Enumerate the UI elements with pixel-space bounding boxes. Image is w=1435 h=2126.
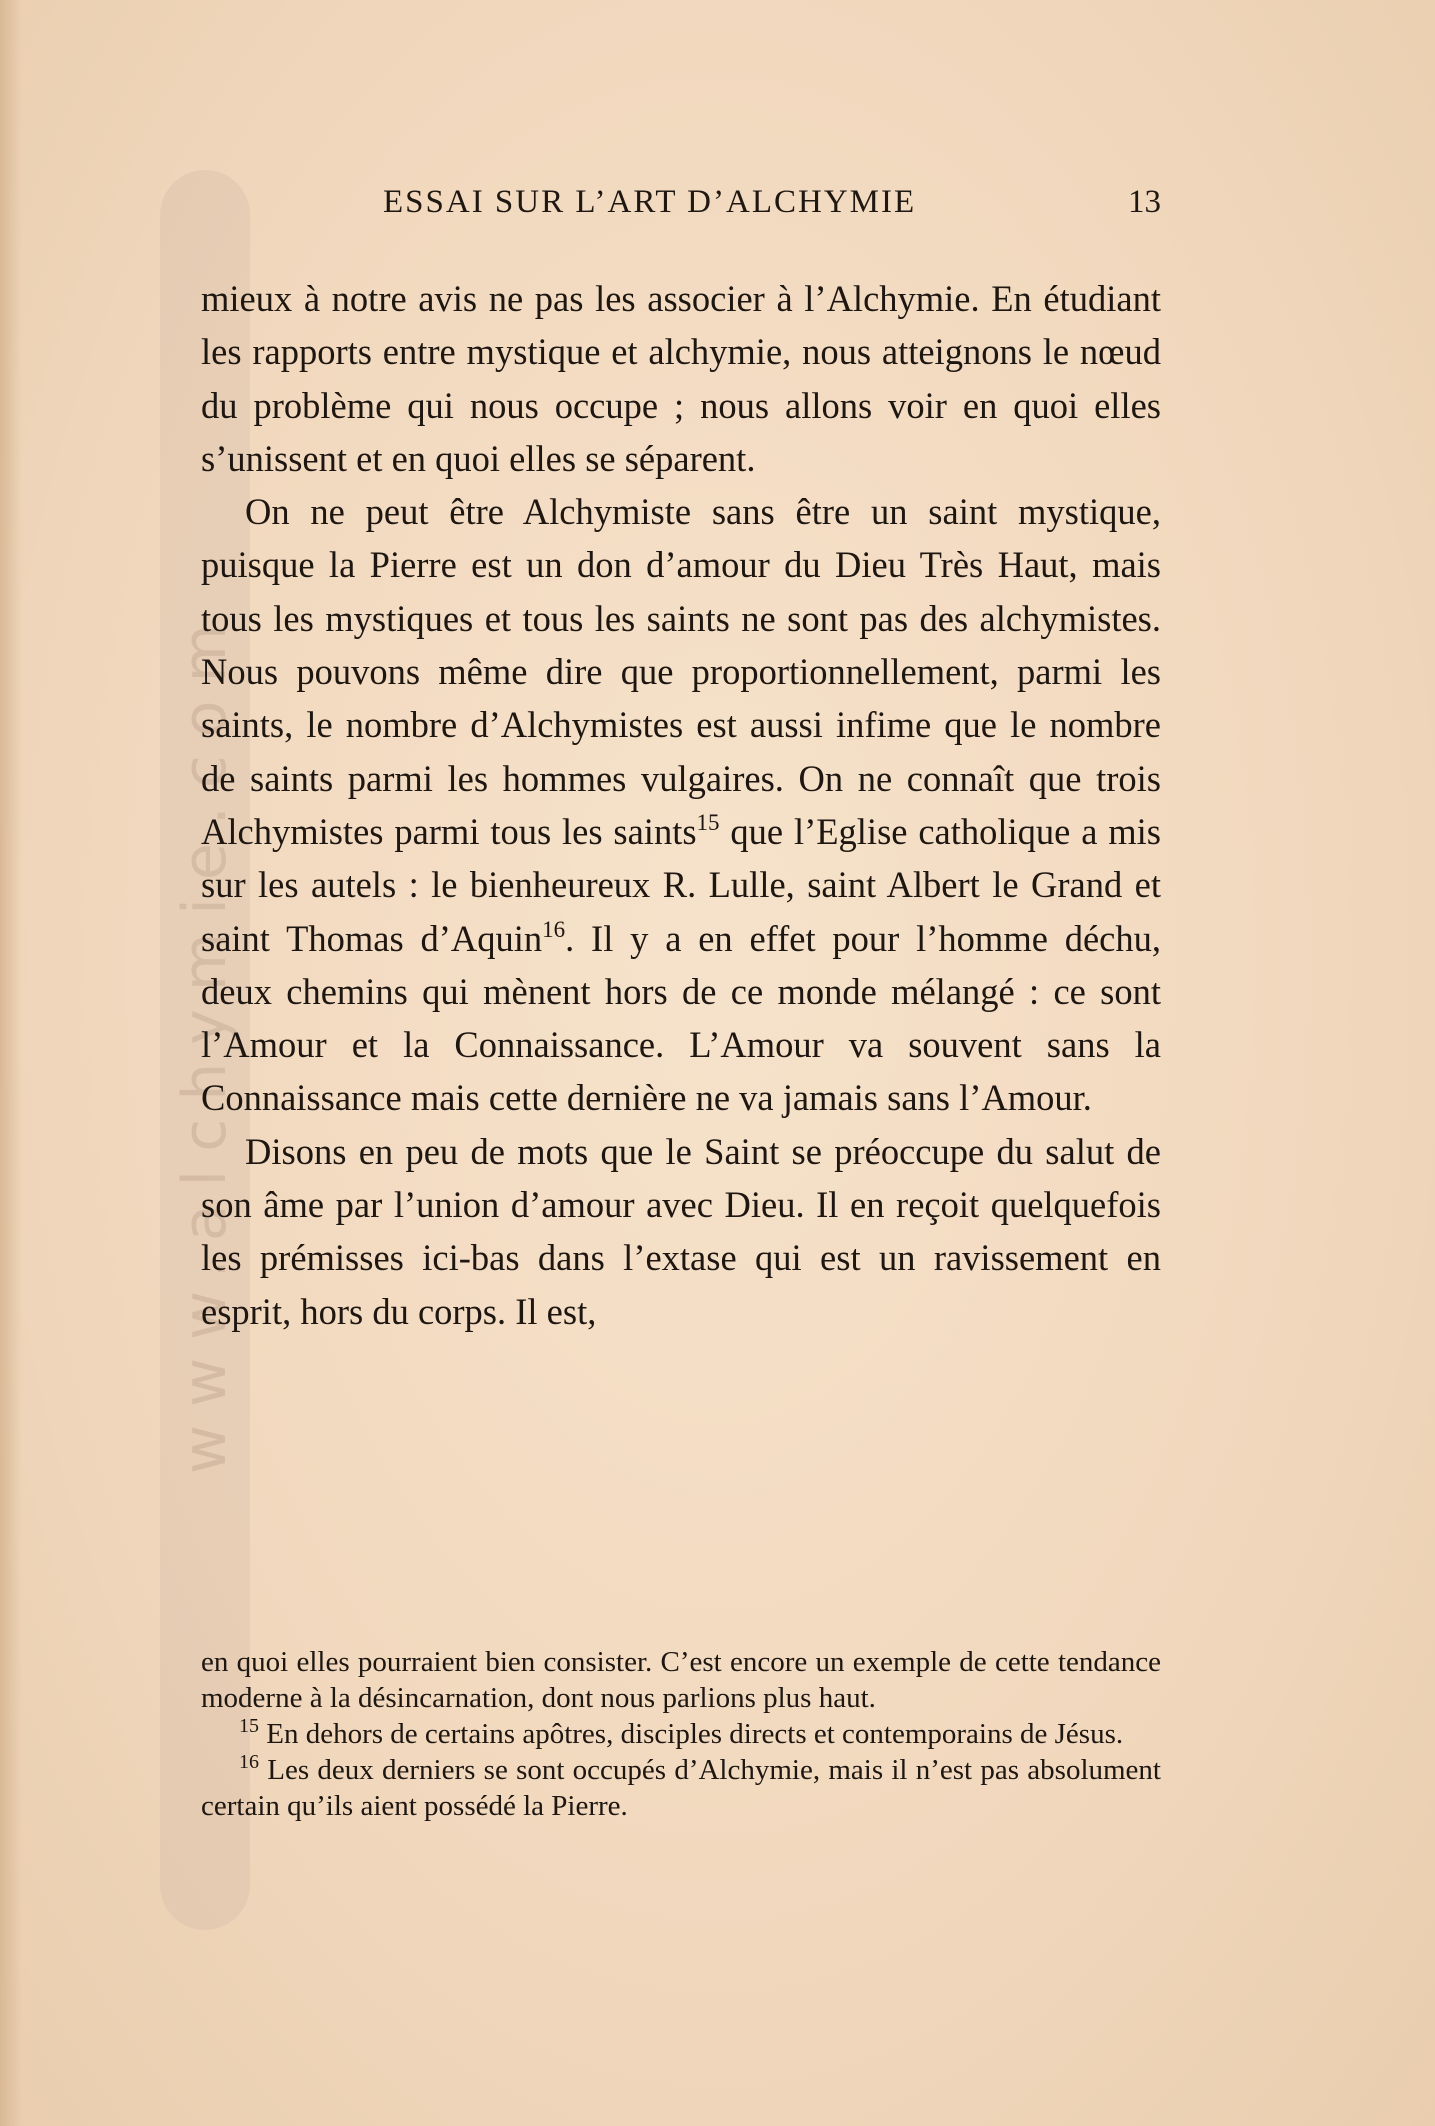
page-header [201,184,1161,232]
paragraph-2-part-3: . Il y a en effet pour l’homme déchu, deux chemins qui mènent hors de ce monde mélangé : ce sont l’Amour et la Connaissance. L’Amour va souvent sans la Connaissance mais cette dernière ne va jamais sans l’Amour. [201,917,1161,1119]
body-text [201,272,1161,1338]
paragraph-2-part-2: que l’Eglise catholique a mis sur les autels : le bienheureux R. Lulle, saint Albert le Grand et saint Thomas d’Aquin [201,810,1161,959]
footnote-16 [201,1752,1161,1824]
footnote-continuation: en quoi elles pourraient bien consister. C’est encore un exemple de cette tendance moderne à la désincarnation, dont nous parlions plus haut. [201,1646,1161,1714]
footnote-ref-16: 16 [542,916,566,942]
footnote-16-number: 16 [239,1751,259,1773]
paragraph-2 [201,485,1161,1125]
watermark-text: www.alchymie.com [170,606,240,1474]
footnotes [201,1644,1161,1824]
page-edge-shadow [0,0,22,2126]
paragraph-3: Disons en peu de mots que le Saint se préoccupe du salut de son âme par l’union d’amour avec Dieu. Il en reçoit quelquefois les prémisses ici-bas dans l’extase qui est un ravissement en esprit, hors du corps. Il est, [201,1130,1161,1332]
page-number: 13 [1128,184,1161,220]
paragraph-2-part-1: On ne peut être Alchymiste sans être un saint mystique, puisque la Pierre est un don d’amour du Dieu Très Haut, mais tous les mystiques et tous les saints ne sont pas des alchymistes. Nous pouvons même dire que proportionnellement, parmi les saints, le nombre d’Alchymistes est aussi infime que le nombre de saints parmi les hommes vulgaires. On ne connaît que trois Alchymistes parmi tous les saints [201,491,1161,852]
footnote-16-text: Les deux derniers se sont occupés d’Alchymie, mais il n’est pas absolument certain qu’ils aient possédé la Pierre. [201,1754,1161,1822]
footnote-15-number: 15 [239,1715,259,1737]
footnote-15-text: En dehors de certains apôtres, disciples directs et contemporains de Jésus. [259,1718,1124,1750]
running-title: ESSAI SUR L’ART D’ALCHYMIE [383,184,917,220]
paragraph-1: mieux à notre avis ne pas les associer à l’Alchymie. En étudiant les rapports entre mystique et alchymie, nous atteignons le nœud du problème qui nous occupe ; nous allons voir en quoi elles s’unissent et en quoi elles se séparent. [201,278,1161,479]
footnote-15 [201,1716,1161,1752]
footnote-ref-15: 15 [696,810,720,836]
